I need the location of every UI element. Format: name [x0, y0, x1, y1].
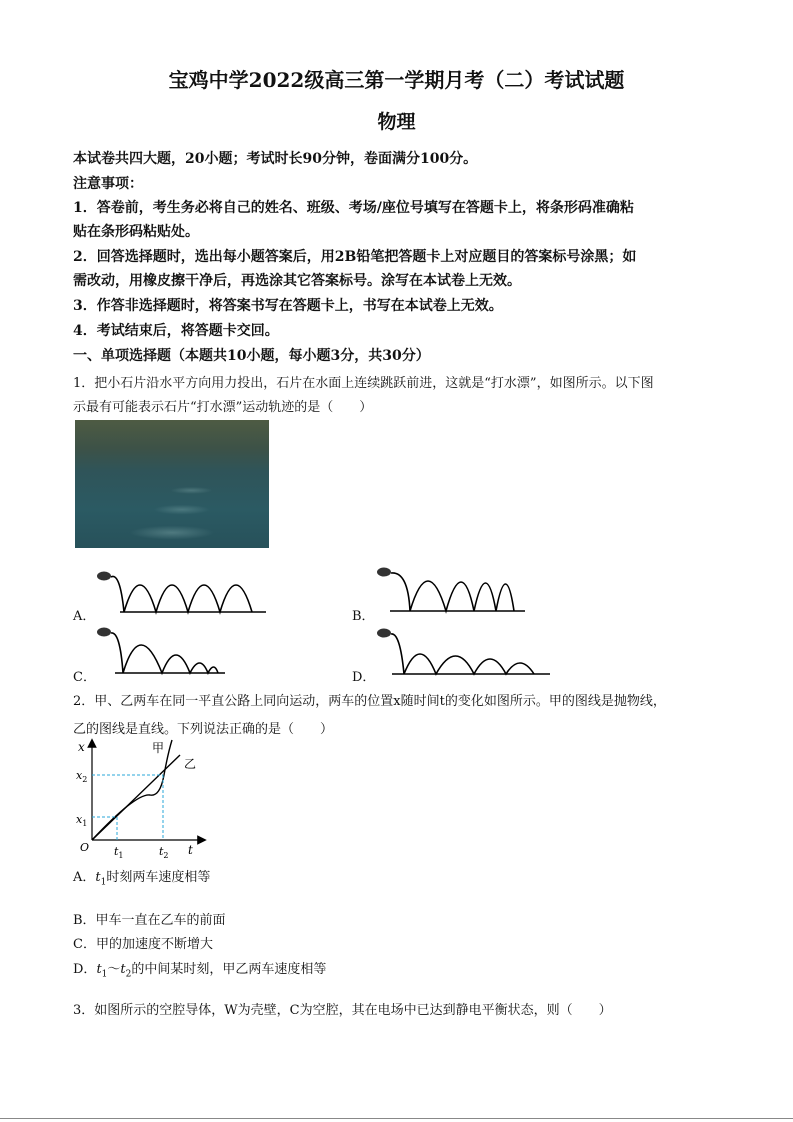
- page-bottom-rule: [0, 1118, 793, 1119]
- subject-title: 物理: [377, 111, 416, 133]
- q2-option-d-sub2: 2: [125, 969, 132, 980]
- graph-x1-subscript: 1: [82, 819, 88, 828]
- q2-option-a-letter: A．: [73, 870, 96, 885]
- graph-x-axis-label: t: [188, 843, 193, 857]
- q2-stem-line1: 2．甲、乙两车在同一平直公路上同向运动，两车的位置x随时间t的变化如图所示。甲的图线是抛物线，: [73, 694, 666, 709]
- q1-option-d-label: D．: [352, 670, 376, 685]
- note-2a: 2．回答选择题时，选出每小题答案后，用2B铅笔把答题卡上对应题目的答案标号涂黑；如: [73, 249, 637, 265]
- q2-stem-line2: 乙的图线是直线。下列说法正确的是（ ）: [73, 722, 334, 737]
- q2-option-d-var1: t: [96, 962, 102, 977]
- graph-x1-label: x: [76, 813, 83, 826]
- q1-stem-line2: 示最有可能表示石片“打水漂”运动轨迹的是（ ）: [73, 400, 373, 415]
- graph-t1-label: t: [114, 845, 119, 858]
- exam-intro: 本试卷共四大题，20小题；考试时长90分钟，卷面满分100分。: [73, 151, 478, 167]
- q2-option-a: [73, 866, 723, 888]
- q1-option-b-trajectory: [370, 565, 530, 615]
- q1-stem-line1: 1．把小石片沿水平方向用力投出，石片在水面上连续跳跃前进，这就是“打水漂”，如图所示。以下图: [73, 376, 654, 391]
- section-heading: 一、单项选择题（本题共10小题，每小题3分，共30分）: [73, 348, 430, 364]
- q1-option-a-label: A．: [73, 609, 96, 624]
- q2-option-d-tilde: ～: [107, 962, 121, 977]
- q2-option-d-sub1: 1: [101, 969, 108, 980]
- q2-option-c: C．甲的加速度不断增大: [73, 937, 213, 952]
- svg-text:t1: [114, 845, 124, 860]
- note-1a: 1．答卷前，考生务必将自己的姓名、班级、考场/座位号填写在答题卡上，将条形码准确粘: [73, 200, 634, 216]
- graph-jia-label: 甲: [152, 741, 165, 755]
- q2-option-b: B．甲车一直在乙车的前面: [73, 913, 226, 928]
- note-2b: 需改动，用橡皮擦干净后，再选涂其它答案标号。涂写在本试卷上无效。: [73, 273, 521, 289]
- graph-t2-label: t: [159, 845, 164, 858]
- note-4: 4．考试结束后，将答题卡交回。: [73, 323, 279, 339]
- graph-yi-label: 乙: [184, 757, 197, 771]
- graph-y-axis-label: x: [78, 740, 85, 754]
- q1-option-b-label: B．: [352, 609, 375, 624]
- q2-option-a-sub: 1: [100, 877, 107, 888]
- svg-text:x1: [76, 813, 87, 828]
- graph-x2-label: x: [76, 769, 83, 782]
- graph-x2-subscript: 2: [82, 775, 88, 784]
- q2-option-d-text: 的中间某时刻，甲乙两车速度相等: [131, 962, 327, 977]
- q2-option-a-text: 时刻两车速度相等: [106, 870, 211, 885]
- graph-t2-subscript: 2: [163, 851, 169, 860]
- stone-skipping-photo: [75, 420, 269, 548]
- q2-option-a-var: t: [95, 870, 101, 885]
- q2-option-d-letter: D．: [73, 962, 97, 977]
- graph-t1-subscript: 1: [118, 851, 124, 860]
- q3-stem-line1: 3．如图所示的空腔导体，W为壳壁，C为空腔，其在电场中已达到静电平衡状态，则（ ）: [73, 1003, 612, 1018]
- exam-title: 宝鸡中学2022级高三第一学期月考（二）考试试题: [168, 68, 625, 92]
- notes-heading: 注意事项：: [73, 176, 143, 192]
- note-1b: 贴在条形码粘贴处。: [73, 224, 199, 240]
- note-3: 3．作答非选择题时，将答案书写在答题卡上，书写在本试卷上无效。: [73, 298, 503, 314]
- q2-position-time-graph: [70, 735, 210, 865]
- q1-option-c-label: C．: [73, 670, 96, 685]
- q2-option-d: [73, 958, 723, 980]
- q1-option-a-trajectory: [90, 568, 270, 618]
- q1-option-d-trajectory: [370, 626, 555, 678]
- q1-option-c-trajectory: [90, 625, 240, 677]
- svg-text:t2: [159, 845, 169, 860]
- graph-origin-label: O: [80, 841, 90, 854]
- svg-text:x2: [76, 769, 87, 784]
- q2-option-d-var2: t: [120, 962, 126, 977]
